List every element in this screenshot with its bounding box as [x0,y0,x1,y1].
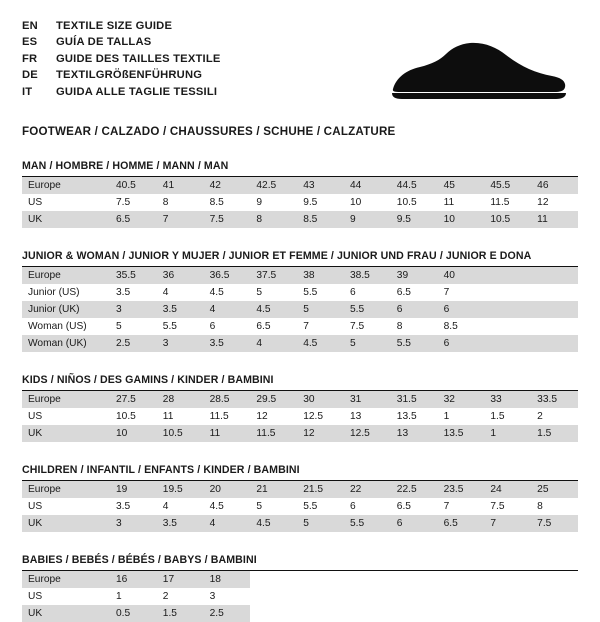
cell: 6.5 [438,515,485,532]
cell: 5.5 [344,301,391,318]
cell-empty [484,588,531,605]
cell: 5 [256,501,263,512]
group-man [22,160,578,228]
cell: 36.5 [204,267,251,284]
language-row [22,18,221,34]
cell: 11.5 [490,197,510,208]
cell: 4.5 [250,301,297,318]
cell: 7.5 [349,321,365,332]
language-code: ES [22,36,38,49]
language-title: GUIDA ALLE TAGLIE TESSILI [56,85,218,98]
cell: 1.5 [531,425,578,442]
cell: 6.5 [110,211,157,228]
row-label: UK [22,605,110,622]
row-label: UK [22,515,110,532]
cell: 36 [157,267,204,284]
group-heading: MAN / HOMBRE / HOMME / MANN / MAN [22,160,229,172]
table-row [22,571,578,588]
cell: 11 [204,425,251,442]
cell: 6 [391,301,438,318]
cell: 4.5 [209,501,224,512]
cell-empty [297,605,344,622]
cell: 7 [303,321,309,332]
cell: 5.5 [391,335,438,352]
cell: 4.5 [250,515,297,532]
language-row [22,67,221,83]
document-header [22,18,578,113]
cell-empty [250,588,297,605]
cell: 35.5 [110,267,157,284]
row-label: US [28,411,43,422]
cell: 9.5 [391,211,438,228]
cell: 13 [391,425,438,442]
cell: 32 [438,391,485,408]
language-title: GUIDE DES TAILLES TEXTILE [56,52,221,65]
cell: 45.5 [484,177,531,194]
cell: 12 [297,425,344,442]
cell-empty [484,301,531,318]
row-label: US [28,591,43,602]
cell: 5 [297,515,344,532]
table-row [22,605,578,622]
cell: 10 [438,211,485,228]
language-row [22,51,221,67]
cell: 42.5 [250,177,297,194]
cell-empty [344,571,391,588]
cell: 40 [438,267,485,284]
cell-empty [391,588,438,605]
cell-empty [344,588,391,605]
row-label: US [28,501,43,512]
cell: 3 [110,515,157,532]
cell: 22.5 [391,481,438,498]
cell: 7 [443,287,450,298]
cell: 6.5 [396,501,411,512]
row-label: Junior (UK) [22,301,110,318]
cell: 3.5 [116,287,131,298]
cell: 2.5 [110,335,157,352]
cell: 7.5 [116,197,131,208]
cell: 18 [204,571,251,588]
cell: 30 [297,391,344,408]
cell: 8 [162,197,169,208]
dress-shoe-icon [380,34,570,114]
cell-empty [391,571,438,588]
cell-empty [531,605,578,622]
cell: 28 [157,391,204,408]
cell: 3 [209,591,216,602]
cell: 2 [537,411,543,422]
cell: 6.5 [256,321,271,332]
cell: 6 [438,301,485,318]
cell: 13.5 [396,411,417,422]
cell: 43 [297,177,344,194]
row-label: Europe [22,391,110,408]
language-title-list [22,18,221,100]
language-title: TEXTILE SIZE GUIDE [56,20,173,32]
cell: 11 [443,197,455,208]
cell-empty [484,335,531,352]
cell: 4.5 [297,335,344,352]
row-label: Europe [22,177,110,194]
cell: 19 [110,481,157,498]
cell: 25 [531,481,578,498]
cell: 3 [110,301,157,318]
cell: 5 [116,321,122,332]
cell: 10 [110,425,157,442]
table-row [22,588,578,605]
group-babies [22,554,578,622]
cell: 5.5 [303,501,318,512]
cell: 17 [157,571,204,588]
row-label: US [28,197,43,208]
table-row [22,391,578,408]
cell: 39 [391,267,438,284]
table-row [22,481,578,498]
cell: 0.5 [110,605,157,622]
cell-empty [531,335,578,352]
cell: 7.5 [204,211,251,228]
cell: 10.5 [396,197,417,208]
cell: 3.5 [116,501,131,512]
table-row [22,301,578,318]
footwear-section-title: FOOTWEAR / CALZADO / CHAUSSURES / SCHUHE / CALZATURE [22,125,396,138]
language-row [22,84,221,100]
size-table-junior-woman [22,267,578,352]
cell: 46 [531,177,578,194]
cell-empty [438,571,485,588]
cell: 24 [484,481,531,498]
cell: 6 [391,515,438,532]
cell: 11 [162,411,174,422]
cell-empty [531,588,578,605]
cell-empty [438,588,485,605]
cell: 4.5 [209,287,224,298]
cell-empty [250,571,297,588]
cell: 4 [250,335,297,352]
cell-empty [531,284,578,301]
cell-empty [484,267,531,284]
cell: 6 [209,321,216,332]
cell: 3 [157,335,204,352]
cell-empty [438,605,485,622]
cell: 5 [256,287,263,298]
cell: 45 [438,177,485,194]
cell: 12 [537,197,549,208]
table-row [22,408,578,425]
cell-empty [297,571,344,588]
cell: 9 [256,197,263,208]
cell: 4 [204,301,251,318]
row-label: UK [22,425,110,442]
size-table-babies [22,571,578,622]
cell: 1 [443,411,450,422]
table-row [22,267,578,284]
cell: 38 [297,267,344,284]
cell: 28.5 [204,391,251,408]
cell: 4 [162,501,169,512]
cell: 1 [116,591,122,602]
cell: 40.5 [110,177,157,194]
language-row [22,34,221,50]
cell: 11 [531,211,578,228]
cell: 1 [484,425,531,442]
cell: 5 [297,301,344,318]
cell: 19.5 [157,481,204,498]
cell: 5.5 [344,515,391,532]
cell-empty [531,267,578,284]
group-junior-woman [22,250,578,352]
cell: 38.5 [344,267,391,284]
cell: 7 [484,515,531,532]
cell: 1.5 [157,605,204,622]
cell: 44 [344,177,391,194]
table-row [22,425,578,442]
row-label: Europe [22,267,110,284]
cell-empty [484,571,531,588]
table-row [22,498,578,515]
group-heading: KIDS / NIÑOS / DES GAMINS / KINDER / BAMBINI [22,374,274,386]
language-title: GUÍA DE TALLAS [56,36,152,49]
language-code: FR [22,52,38,65]
cell: 3.5 [157,515,204,532]
cell: 6 [349,287,356,298]
cell: 4 [162,287,169,298]
cell-empty [484,605,531,622]
language-code: IT [22,85,33,98]
cell: 9.5 [303,197,318,208]
table-row [22,318,578,335]
cell: 41 [157,177,204,194]
cell: 4 [204,515,251,532]
cell: 6 [349,501,356,512]
cell: 44.5 [391,177,438,194]
cell: 6.5 [396,287,411,298]
cell: 7.5 [490,501,505,512]
cell: 7.5 [531,515,578,532]
cell: 12 [256,411,268,422]
cell-empty [531,318,578,335]
cell: 2.5 [204,605,251,622]
cell: 5.5 [162,321,177,332]
cell: 42 [204,177,251,194]
cell: 8.5 [209,197,224,208]
size-table-man [22,177,578,228]
cell: 21.5 [297,481,344,498]
cell: 9 [344,211,391,228]
table-row [22,515,578,532]
cell: 10.5 [484,211,531,228]
cell: 16 [110,571,157,588]
cell-empty [531,571,578,588]
cell: 33 [484,391,531,408]
size-table-children [22,481,578,532]
cell: 23.5 [438,481,485,498]
language-title: TEXTILGRÖßENFÜHRUNG [56,69,203,82]
cell: 10 [349,197,362,208]
cell: 21 [250,481,297,498]
table-row [22,284,578,301]
row-label: UK [22,211,110,228]
cell-empty [344,605,391,622]
cell: 12.5 [303,411,324,422]
cell-empty [531,301,578,318]
language-code: EN [22,20,38,32]
cell: 8 [537,501,543,512]
group-heading: JUNIOR & WOMAN / JUNIOR Y MUJER / JUNIOR ET FEMME / JUNIOR UND FRAU / JUNIOR E DONA [22,250,532,262]
row-label: Woman (UK) [22,335,110,352]
cell: 29.5 [250,391,297,408]
cell-empty [484,284,531,301]
cell: 31.5 [391,391,438,408]
cell: 6 [438,335,485,352]
cell: 37.5 [250,267,297,284]
cell: 11.5 [250,425,297,442]
language-code: DE [22,69,38,82]
row-label: Junior (US) [28,287,80,298]
cell: 8 [396,321,403,332]
cell: 8 [250,211,297,228]
cell: 8.5 [297,211,344,228]
cell: 33.5 [531,391,578,408]
cell: 31 [344,391,391,408]
cell-empty [484,318,531,335]
group-heading: BABIES / BEBÉS / BÉBÉS / BABYS / BAMBINI [22,554,257,566]
group-children [22,464,578,532]
cell: 10.5 [157,425,204,442]
row-label: Europe [22,571,110,588]
row-label: Woman (US) [28,321,87,332]
cell: 11.5 [209,411,229,422]
table-row [22,194,578,211]
cell: 1.5 [490,411,505,422]
group-heading: CHILDREN / INFANTIL / ENFANTS / KINDER / BAMBINI [22,464,300,476]
cell-empty [297,588,344,605]
row-label: Europe [22,481,110,498]
cell: 7 [443,501,450,512]
cell: 5.5 [303,287,318,298]
cell: 13.5 [438,425,485,442]
cell-empty [391,605,438,622]
cell: 12.5 [344,425,391,442]
table-row [22,335,578,352]
cell: 7 [157,211,204,228]
group-kids [22,374,578,442]
cell: 3.5 [157,301,204,318]
cell: 27.5 [110,391,157,408]
cell-empty [250,605,297,622]
cell: 10.5 [116,411,136,422]
cell: 2 [162,591,169,602]
size-table-kids [22,391,578,442]
cell: 3.5 [204,335,251,352]
cell: 5 [344,335,391,352]
cell: 13 [349,411,362,422]
cell: 20 [204,481,251,498]
cell: 22 [344,481,391,498]
table-row [22,177,578,194]
cell: 8.5 [443,321,458,332]
table-row [22,211,578,228]
